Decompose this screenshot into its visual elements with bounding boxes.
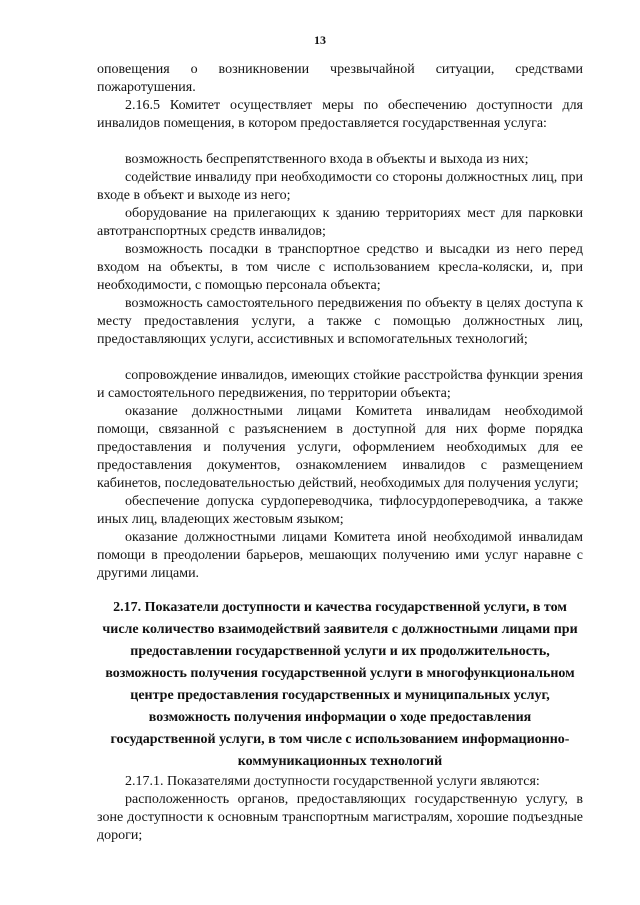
section-heading: 2.17. Показатели доступности и качества государственной услуги, в том числе количество взаимодействий заявителя с должностными лицами при предоставлении государственной услуги и их продолжительность, возможность получения государственной услуги в многофункциональном центре предоставления государственных и муниципальных услуг, возможность получения информации о ходе предоставления государственной услуги, в том числе с использованием информационно-коммуникационных технологий [102, 600, 578, 769]
paragraph: 2.16.5 Комитет осуществляет меры по обеспечению доступности для инвалидов помещения, в котором предоставляется государственная услуга: [97, 98, 583, 131]
paragraph: оказание должностными лицами Комитета инвалидам необходимой помощи, связанной с разъяснением в доступной для них форме порядка предоставления и получения услуги, оформлением необходимых для ее предоставления документов, ознакомлением инвалидов с размещением кабинетов, последовательностью действий, необходимых для получения услуги; [97, 404, 583, 491]
paragraph: оповещения о возникновении чрезвычайной ситуации, средствами пожаротушения. [97, 62, 583, 95]
paragraph: 2.17.1. Показателями доступности государственной услуги являются: [125, 774, 540, 789]
paragraph: оказание должностными лицами Комитета иной необходимой инвалидам помощи в преодолении барьеров, мешающих получению ими услуг наравне с другими лицами. [97, 530, 583, 581]
paragraph: расположенность органов, предоставляющих государственную услугу, в зоне доступности к основным транспортным магистралям, хорошие подъездные дороги; [97, 792, 583, 843]
paragraph: возможность самостоятельного передвижения по объекту в целях доступа к месту предоставления услуги, а также с помощью должностных лиц, предоставляющих услуги, ассистивных и вспомогательных технологий; [97, 296, 583, 347]
paragraph: возможность посадки в транспортное средство и высадки из него перед входом на объекты, в том числе с использованием кресла-коляски, и, при необходимости, с помощью персонала объекта; [97, 242, 583, 293]
page-number: 13 [314, 33, 326, 47]
paragraph: оборудование на прилегающих к зданию территориях мест для парковки автотранспортных средств инвалидов; [97, 206, 583, 239]
paragraph: возможность беспрепятственного входа в объекты и выхода из них; [125, 152, 529, 167]
paragraph: сопровождение инвалидов, имеющих стойкие расстройства функции зрения и самостоятельного передвижения, по территории объекта; [97, 368, 583, 401]
paragraph: содействие инвалиду при необходимости со стороны должностных лиц, при входе в объект и выходе из него; [97, 170, 583, 203]
paragraph: обеспечение допуска сурдопереводчика, тифлосурдопереводчика, а также иных лиц, владеющих жестовым языком; [97, 494, 583, 527]
